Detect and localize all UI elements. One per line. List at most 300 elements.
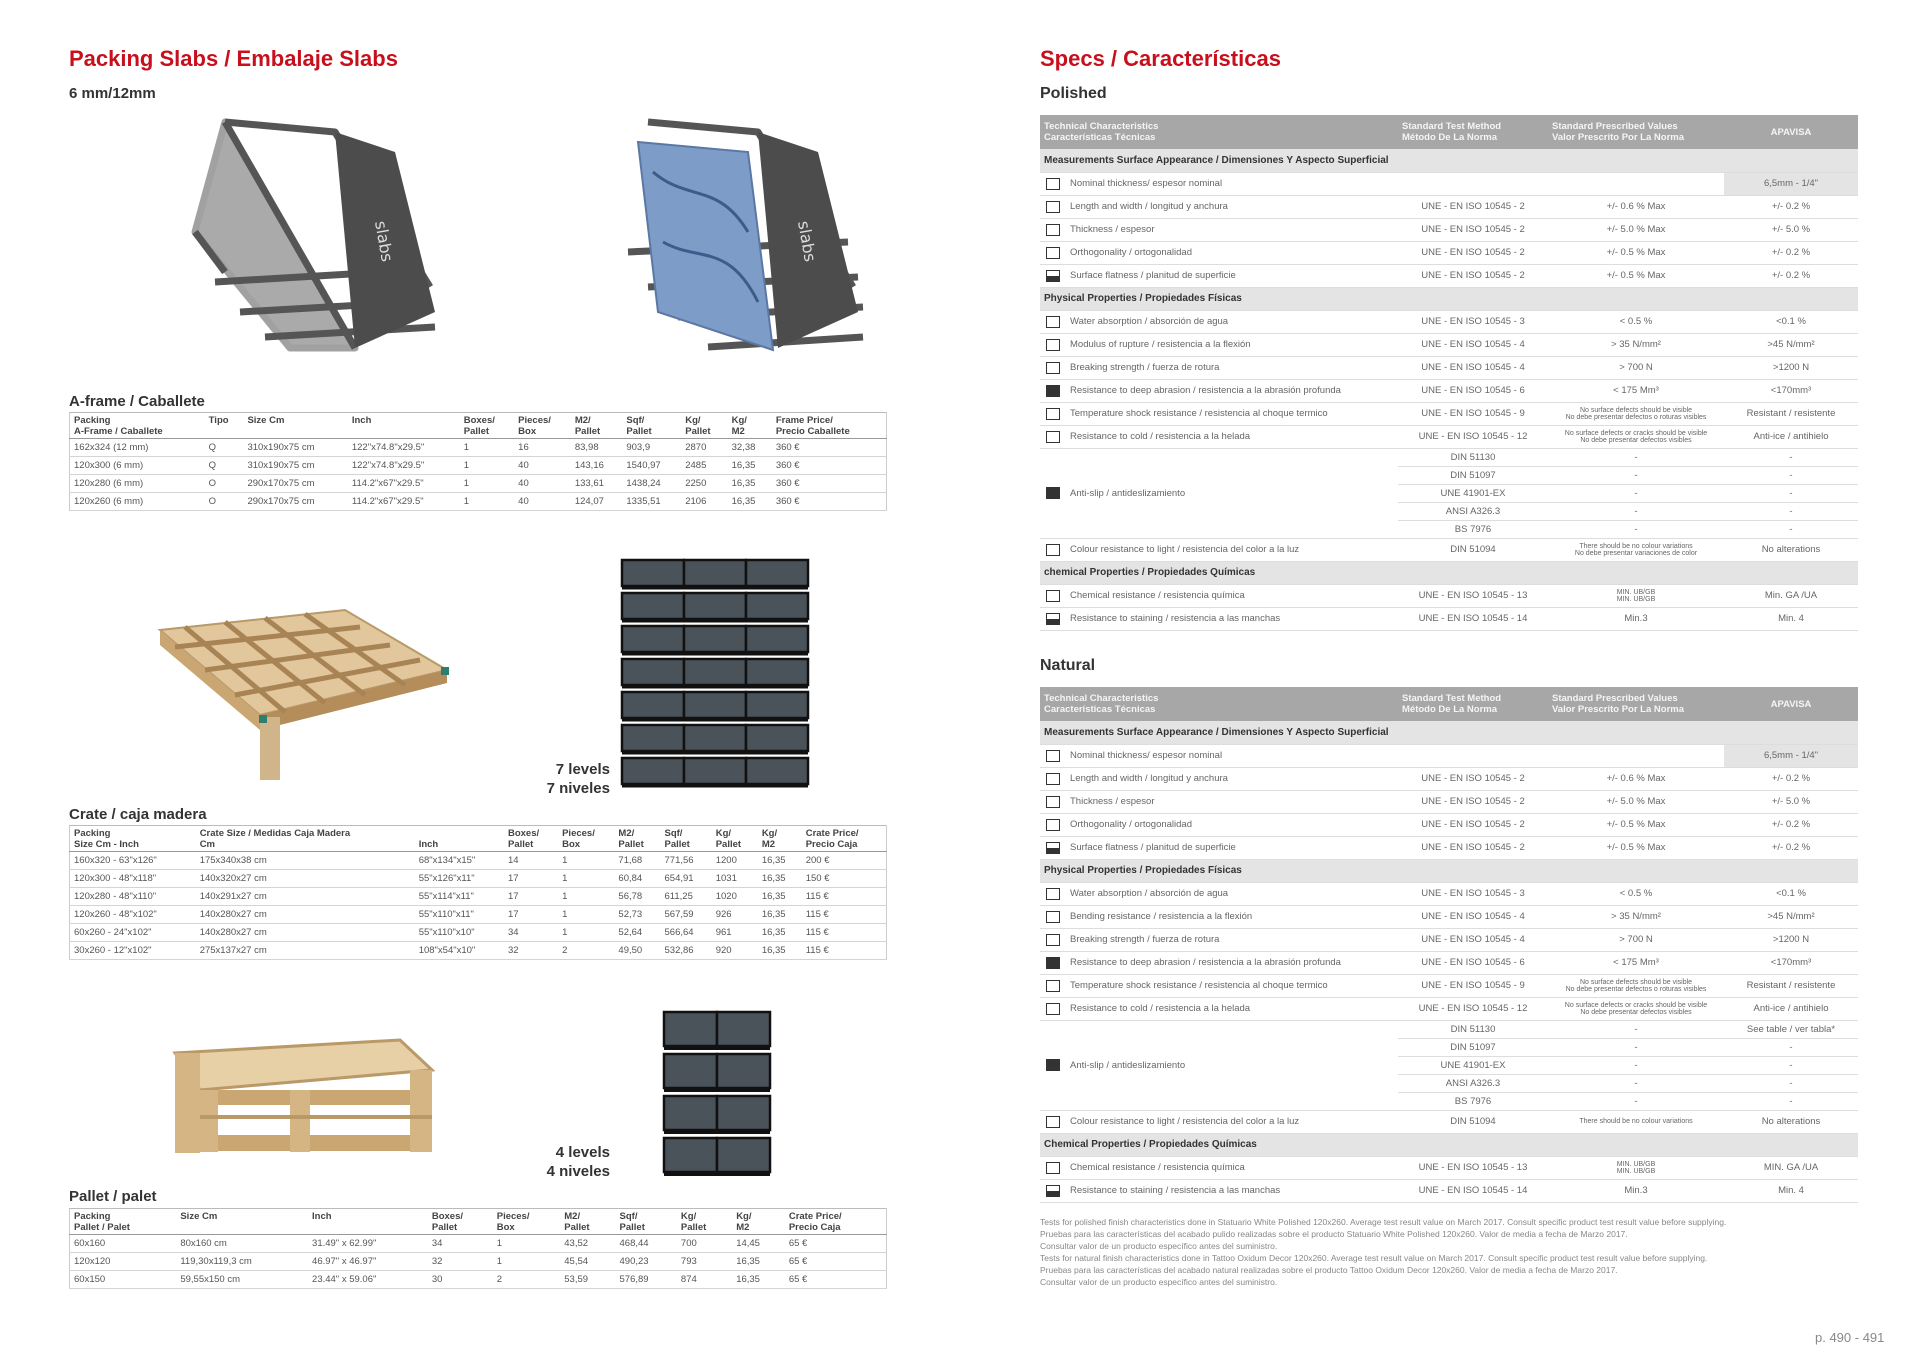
frost-icon (1046, 431, 1060, 443)
table-cell: 16 (514, 439, 571, 457)
column-header: Sqf/ Pallet (616, 1209, 677, 1235)
table-cell: 65 € (785, 1235, 887, 1253)
column-header: Kg/ Pallet (712, 826, 758, 852)
group-title: Chemical Properties / Propiedades Químicas (1040, 1133, 1858, 1156)
table-cell: 1 (493, 1235, 561, 1253)
table-cell: 124,07 (571, 493, 623, 511)
icon-cell (1040, 1156, 1066, 1179)
spec-apavisa: +/- 0.2 % (1724, 767, 1858, 790)
table-cell: 52,64 (614, 924, 660, 942)
stacked-box (684, 593, 746, 619)
spec-value: +/- 0.5 % Max (1548, 264, 1724, 287)
group-title: Measurements Surface Appearance / Dimensiones Y Aspecto Superficial (1040, 149, 1858, 172)
table-cell: 80x160 cm (176, 1235, 308, 1253)
spec-row (1040, 790, 1858, 813)
spec-name: Anti-slip / antideslizamiento (1066, 448, 1398, 538)
footnote-line: Pruebas para las características del acabado pulido realizadas sobre el producto Statuario White Polished 120x260. Valor de media a fecha de Marzo 2017. (1040, 1229, 1628, 1239)
column-header: Kg/ Pallet (677, 1209, 732, 1235)
stacked-box (746, 692, 808, 718)
spec-apavisa: <0.1 % (1724, 882, 1858, 905)
stain-icon (1046, 1185, 1060, 1197)
column-header: Crate Size / Medidas Caja Madera Cm (196, 826, 415, 852)
spec-name: Modulus of rupture / resistencia a la flexión (1066, 333, 1398, 356)
stacked-box (664, 1054, 717, 1088)
table-cell: 926 (712, 906, 758, 924)
table-row (70, 924, 887, 942)
table-cell: 115 € (802, 924, 887, 942)
table-cell: 14,45 (732, 1235, 785, 1253)
table-cell: 567,59 (661, 906, 712, 924)
stack-base-bar (622, 784, 808, 788)
spec-value: There should be no colour variations (1548, 1110, 1724, 1133)
spec-value: - (1548, 502, 1724, 520)
spec-apavisa: Min. 4 (1724, 607, 1858, 630)
a-frame-loaded-image (608, 112, 868, 358)
table-cell: 1438,24 (622, 475, 681, 493)
table-cell: 32 (428, 1253, 493, 1271)
table-cell: 143,16 (571, 457, 623, 475)
table-cell: 1 (558, 870, 614, 888)
table-cell: 68"x134"x15" (415, 852, 504, 870)
table-cell: 34 (504, 924, 558, 942)
spec-method: UNE - EN ISO 10545 - 13 (1398, 1156, 1548, 1179)
table-cell: 1020 (712, 888, 758, 906)
table-cell: 115 € (802, 942, 887, 960)
footnote-line: Pruebas para las características del acabado natural realizadas sobre el producto Tattoo Oxidum Decor 120x260. Valor de media a fecha de Marzo 2017. (1040, 1265, 1618, 1275)
table-cell: 122"x74.8"x29.5" (348, 439, 460, 457)
table-cell: 920 (712, 942, 758, 960)
stacked-box (684, 560, 746, 586)
slabs-brand-text: slabs (371, 219, 397, 264)
table-cell: 43,52 (560, 1235, 615, 1253)
table-cell: 16,35 (728, 493, 772, 511)
spec-name: Breaking strength / fuerza de rotura (1066, 356, 1398, 379)
spec-name: Length and width / longitud y anchura (1066, 195, 1398, 218)
stacked-box (717, 1138, 770, 1172)
group-title: Physical Properties / Propiedades Físicas (1040, 287, 1858, 310)
icon-cell (1040, 974, 1066, 997)
table-cell: 16,35 (758, 906, 802, 924)
column-header: Crate Price/ Precio Caja (785, 1209, 887, 1235)
table-cell: 16,35 (732, 1253, 785, 1271)
spec-name: Surface flatness / planitud de superficie (1066, 836, 1398, 859)
column-header: Pieces/ Box (558, 826, 614, 852)
spec-value: +/- 5.0 % Max (1548, 218, 1724, 241)
icon-cell (1040, 402, 1066, 425)
group-title: chemical Properties / Propiedades Químicas (1040, 561, 1858, 584)
table-cell: 120x120 (70, 1253, 177, 1271)
levels-en: 4 levels (555, 1144, 610, 1161)
spec-value: +/- 0.6 % Max (1548, 767, 1724, 790)
spec-apavisa: Min. 4 (1724, 1179, 1858, 1202)
spec-value: < 0.5 % (1548, 310, 1724, 333)
table-cell: 611,25 (661, 888, 712, 906)
spec-value: - (1548, 448, 1724, 466)
spec-row (1040, 379, 1858, 402)
stacked-box (622, 560, 684, 586)
table-row (70, 888, 887, 906)
spec-apavisa: +/- 5.0 % (1724, 790, 1858, 813)
spec-value: < 175 Mm³ (1548, 379, 1724, 402)
abrasion-icon (1046, 385, 1060, 397)
anti-slip-icon (1046, 487, 1060, 499)
spec-method: UNE - EN ISO 10545 - 2 (1398, 813, 1548, 836)
spec-value: No surface defects should be visible No debe presentar defectos o roturas visibles (1548, 974, 1724, 997)
table-cell: 119,30x119,3 cm (176, 1253, 308, 1271)
column-header: Packing Size Cm - Inch (70, 826, 196, 852)
weight-icon (1046, 934, 1060, 946)
spec-method: UNE - EN ISO 10545 - 6 (1398, 951, 1548, 974)
spec-method: DIN 51094 (1398, 538, 1548, 561)
column-header: Kg/ Pallet (681, 413, 727, 439)
table-cell: 903,9 (622, 439, 681, 457)
stack-base-bar (622, 718, 808, 722)
spec-name: Resistance to staining / resistencia a las manchas (1066, 607, 1398, 630)
wooden-pallet-image (160, 1035, 435, 1160)
polished-label: Polished (1040, 85, 1107, 102)
icon-cell (1040, 607, 1066, 630)
slabs-brand-text: slabs (794, 219, 820, 264)
table-cell: 120x280 - 48"x110" (70, 888, 196, 906)
spec-row (1040, 218, 1858, 241)
icon-cell (1040, 997, 1066, 1020)
table-cell: 14 (504, 852, 558, 870)
spec-apavisa: No alterations (1724, 1110, 1858, 1133)
crate-table (69, 825, 887, 960)
table-cell: 52,73 (614, 906, 660, 924)
table-cell: 120x260 (6 mm) (70, 493, 205, 511)
spec-value: < 0.5 % (1548, 882, 1724, 905)
icon-cell (1040, 448, 1066, 538)
a-frame-empty-image (185, 112, 445, 358)
stacked-box (622, 692, 684, 718)
icon-cell (1040, 218, 1066, 241)
column-header: M2/ Pallet (614, 826, 660, 852)
spec-row (1040, 997, 1858, 1020)
spec-apavisa: Anti-ice / antihielo (1724, 997, 1858, 1020)
spec-name: Nominal thickness/ espesor nominal (1066, 172, 1398, 195)
table-cell: 32,38 (728, 439, 772, 457)
table-cell: 55"x114"x11" (415, 888, 504, 906)
column-header: Boxes/ Pallet (504, 826, 558, 852)
table-cell: 1031 (712, 870, 758, 888)
column-header: M2/ Pallet (560, 1209, 615, 1235)
header-row (70, 826, 887, 852)
header-characteristics: Technical Characteristics Características Técnicas (1040, 115, 1398, 149)
table-cell: 1 (493, 1253, 561, 1271)
table-cell: 16,35 (758, 942, 802, 960)
spec-row (1040, 195, 1858, 218)
spec-method: UNE - EN ISO 10545 - 3 (1398, 882, 1548, 905)
sun-icon (1046, 1116, 1060, 1128)
table-cell: 1 (558, 888, 614, 906)
table-cell: 16,35 (758, 870, 802, 888)
spec-name: Temperature shock resistance / resistencia al choque termico (1066, 974, 1398, 997)
table-cell: 360 € (772, 457, 887, 475)
spec-method: DIN 51097 (1398, 466, 1548, 484)
spec-method: UNE - EN ISO 10545 - 9 (1398, 974, 1548, 997)
stack-base-bar (622, 652, 808, 656)
spec-row (1040, 310, 1858, 333)
table-cell: 55"x110"x11" (415, 906, 504, 924)
spec-apavisa: - (1724, 1038, 1858, 1056)
spec-method: BS 7976 (1398, 1092, 1548, 1110)
flatness-icon (1046, 270, 1060, 282)
spec-apavisa: - (1724, 484, 1858, 502)
stacked-box (684, 758, 746, 784)
footnote-line: Consultar valor de un producto específico antes del suministro. (1040, 1277, 1278, 1287)
spec-row (1040, 172, 1858, 195)
table-cell: 310x190x75 cm (243, 457, 347, 475)
spec-apavisa: - (1724, 1074, 1858, 1092)
table-cell: 1 (460, 475, 514, 493)
table-cell: 55"x126"x11" (415, 870, 504, 888)
thermal-shock-icon (1046, 980, 1060, 992)
spec-method: UNE 41901-EX (1398, 1056, 1548, 1074)
table-cell: 532,86 (661, 942, 712, 960)
spec-row (1040, 584, 1858, 607)
column-header: Sqf/ Pallet (622, 413, 681, 439)
icon-cell (1040, 790, 1066, 813)
table-cell: 360 € (772, 475, 887, 493)
pallet-section-title: Pallet / palet (69, 1188, 157, 1205)
thickness-subtitle: 6 mm/12mm (69, 85, 156, 102)
spec-apavisa: Resistant / resistente (1724, 402, 1858, 425)
table-cell: 53,59 (560, 1271, 615, 1289)
stacked-box (622, 626, 684, 652)
thermal-shock-icon (1046, 408, 1060, 420)
spec-row (1040, 402, 1858, 425)
group-row (1040, 149, 1858, 172)
spec-row (1040, 974, 1858, 997)
spec-method: UNE - EN ISO 10545 - 4 (1398, 928, 1548, 951)
table-cell: 160x320 - 63"x126" (70, 852, 196, 870)
spec-method: UNE - EN ISO 10545 - 4 (1398, 356, 1548, 379)
spec-method: UNE - EN ISO 10545 - 4 (1398, 905, 1548, 928)
natural-specs-table (1040, 687, 1858, 1203)
spec-value: No surface defects or cracks should be visible No debe presentar defectos visibles (1548, 425, 1724, 448)
page-number: p. 490 - 491 (1815, 1330, 1885, 1345)
rupture-icon (1046, 339, 1060, 351)
icon-cell (1040, 744, 1066, 767)
anti-slip-icon (1046, 1059, 1060, 1071)
spec-name: Temperature shock resistance / resistencia al choque termico (1066, 402, 1398, 425)
spec-method: ANSI A326.3 (1398, 1074, 1548, 1092)
spec-row (1040, 1179, 1858, 1202)
table-cell: 16,35 (732, 1271, 785, 1289)
table-cell: 23.44" x 59.06" (308, 1271, 428, 1289)
spec-value: +/- 0.5 % Max (1548, 241, 1724, 264)
spec-apavisa: - (1724, 520, 1858, 538)
table-cell: 17 (504, 888, 558, 906)
spec-value: No surface defects should be visible No debe presentar defectos o roturas visibles (1548, 402, 1724, 425)
spec-value: There should be no colour variations No debe presentar variaciones de color (1548, 538, 1724, 561)
spec-apavisa: +/- 0.2 % (1724, 836, 1858, 859)
natural-label: Natural (1040, 657, 1096, 674)
spec-method: UNE - EN ISO 10545 - 3 (1398, 310, 1548, 333)
spec-apavisa: >45 N/mm² (1724, 905, 1858, 928)
header-values: Standard Prescribed Values Valor Prescrito Por La Norma (1548, 115, 1724, 149)
table-row (70, 1271, 887, 1289)
table-cell: 65 € (785, 1271, 887, 1289)
table-cell: 16,35 (758, 888, 802, 906)
spec-apavisa: Anti-ice / antihielo (1724, 425, 1858, 448)
table-cell: 275x137x27 cm (196, 942, 415, 960)
spec-name: Orthogonality / ortogonalidad (1066, 813, 1398, 836)
four-levels-label (510, 1143, 610, 1181)
table-row (70, 475, 887, 493)
column-header: Kg/ M2 (732, 1209, 785, 1235)
spec-row (1040, 905, 1858, 928)
spec-value: < 175 Mm³ (1548, 951, 1724, 974)
spec-apavisa: +/- 0.2 % (1724, 264, 1858, 287)
table-cell: 2 (493, 1271, 561, 1289)
rupture-icon (1046, 911, 1060, 923)
spec-row (1040, 1110, 1858, 1133)
table-row (70, 493, 887, 511)
stacked-box (746, 758, 808, 784)
abrasion-icon (1046, 957, 1060, 969)
spec-name: Length and width / longitud y anchura (1066, 767, 1398, 790)
spec-row (1040, 836, 1858, 859)
table-cell: 16,35 (728, 457, 772, 475)
table-row (70, 457, 887, 475)
spec-apavisa: +/- 5.0 % (1724, 218, 1858, 241)
table-cell: 771,56 (661, 852, 712, 870)
spec-method: DIN 51094 (1398, 1110, 1548, 1133)
table-cell: 60x260 - 24"x102" (70, 924, 196, 942)
stacked-box (664, 1012, 717, 1046)
column-header: Inch (415, 826, 504, 852)
stacked-box (684, 725, 746, 751)
spec-name: Water absorption / absorción de agua (1066, 882, 1398, 905)
group-row (1040, 721, 1858, 744)
column-header: Frame Price/ Precio Caballete (772, 413, 887, 439)
icon-cell (1040, 310, 1066, 333)
spec-apavisa: >1200 N (1724, 928, 1858, 951)
sun-icon (1046, 544, 1060, 556)
stacked-box (664, 1138, 717, 1172)
table-row (70, 1253, 887, 1271)
header-method: Standard Test Method Método De La Norma (1398, 115, 1548, 149)
spec-name: Resistance to staining / resistencia a las manchas (1066, 1179, 1398, 1202)
spec-value (1548, 744, 1724, 767)
levels-es: 4 niveles (546, 1163, 610, 1180)
table-row (70, 852, 887, 870)
table-cell: 16,35 (758, 924, 802, 942)
table-cell: 120x300 (6 mm) (70, 457, 205, 475)
table-cell: 360 € (772, 493, 887, 511)
water-drop-icon (1046, 316, 1060, 328)
footnotes (1040, 1216, 1820, 1288)
spec-value: +/- 0.5 % Max (1548, 813, 1724, 836)
orthogonality-icon (1046, 247, 1060, 259)
table-cell: 32 (504, 942, 558, 960)
spec-value: - (1548, 520, 1724, 538)
table-cell: O (205, 493, 244, 511)
stacked-box (664, 1096, 717, 1130)
aframe-section-title: A-frame / Caballete (69, 393, 205, 410)
table-cell: 793 (677, 1253, 732, 1271)
table-cell: 310x190x75 cm (243, 439, 347, 457)
stacked-box (717, 1012, 770, 1046)
table-row (70, 906, 887, 924)
spec-row (1040, 333, 1858, 356)
thickness-icon (1046, 178, 1060, 190)
spec-apavisa: MIN. GA /UA (1724, 1156, 1858, 1179)
table-cell: 16,35 (758, 852, 802, 870)
table-cell: 1 (460, 439, 514, 457)
table-row (70, 1235, 887, 1253)
column-header: Inch (308, 1209, 428, 1235)
table-cell: 30 (428, 1271, 493, 1289)
stacked-box (746, 560, 808, 586)
stack-base-bar (664, 1130, 770, 1134)
table-cell: 115 € (802, 888, 887, 906)
icon-cell (1040, 951, 1066, 974)
table-cell: 150 € (802, 870, 887, 888)
spec-row (1040, 951, 1858, 974)
icon-cell (1040, 882, 1066, 905)
header-row (1040, 115, 1858, 149)
table-cell: 122"x74.8"x29.5" (348, 457, 460, 475)
spec-method: DIN 51130 (1398, 1020, 1548, 1038)
stacked-box (717, 1054, 770, 1088)
header-row (70, 1209, 887, 1235)
spec-name: Resistance to deep abrasion / resistencia a la abrasión profunda (1066, 379, 1398, 402)
header-values: Standard Prescribed Values Valor Prescrito Por La Norma (1548, 687, 1724, 721)
column-header: Pieces/ Box (514, 413, 571, 439)
table-cell: 60x160 (70, 1235, 177, 1253)
icon-cell (1040, 928, 1066, 951)
table-cell: 60,84 (614, 870, 660, 888)
wooden-crate-image (155, 605, 453, 785)
table-cell: 2106 (681, 493, 727, 511)
spec-value: MIN. UB/GB MIN. UB/GB (1548, 1156, 1724, 1179)
column-header: Packing A-Frame / Caballete (70, 413, 205, 439)
spec-method: UNE - EN ISO 10545 - 2 (1398, 836, 1548, 859)
stacked-box (684, 626, 746, 652)
table-cell: 1 (558, 924, 614, 942)
icon-cell (1040, 241, 1066, 264)
spec-value: - (1548, 466, 1724, 484)
table-cell: 566,64 (661, 924, 712, 942)
table-cell: 2870 (681, 439, 727, 457)
table-cell: 108"x54"x10" (415, 942, 504, 960)
table-cell: 45,54 (560, 1253, 615, 1271)
table-cell: 490,23 (616, 1253, 677, 1271)
stacked-box (622, 758, 684, 784)
icon-cell (1040, 538, 1066, 561)
table-cell: 700 (677, 1235, 732, 1253)
table-cell: Q (205, 457, 244, 475)
spec-value: +/- 0.5 % Max (1548, 836, 1724, 859)
table-cell: 71,68 (614, 852, 660, 870)
spec-method: UNE - EN ISO 10545 - 2 (1398, 241, 1548, 264)
spec-row (1040, 538, 1858, 561)
stack-base-bar (622, 586, 808, 590)
table-cell: 1 (558, 906, 614, 924)
table-cell: Q (205, 439, 244, 457)
table-cell: 30x260 - 12"x102" (70, 942, 196, 960)
spec-value: > 700 N (1548, 356, 1724, 379)
table-cell: 468,44 (616, 1235, 677, 1253)
column-header: Kg/ M2 (758, 826, 802, 852)
spec-apavisa: 6,5mm - 1/4" (1724, 172, 1858, 195)
table-cell: 1200 (712, 852, 758, 870)
table-row (70, 942, 887, 960)
column-header: Size Cm (243, 413, 347, 439)
